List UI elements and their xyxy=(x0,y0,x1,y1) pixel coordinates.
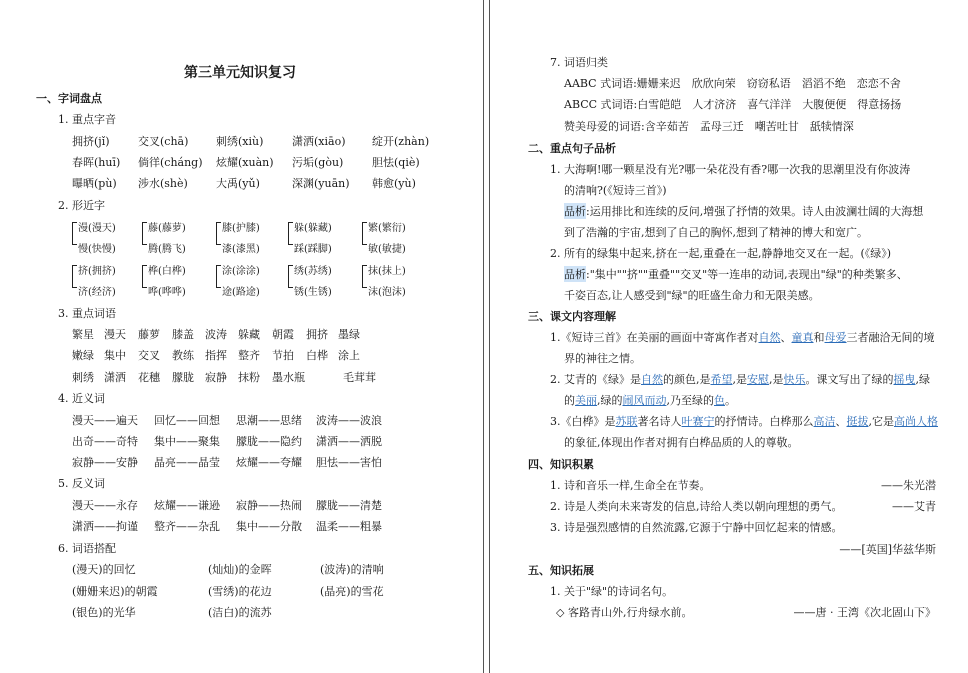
bracket-mark xyxy=(362,265,367,288)
guilei-line-2: ABCC 式词语:白雪皑皑 人才济济 喜气洋洋 大腹便便 得意扬扬 xyxy=(564,98,902,111)
understand-1-line-1 xyxy=(550,329,935,345)
subheading-xingjin: 2. 形近字 xyxy=(58,199,105,212)
pinyin-word: 绽开(zhàn) xyxy=(372,135,430,148)
subheading-fanyi: 5. 反义词 xyxy=(58,477,105,490)
section-heading-4: 四、知识积累 xyxy=(528,458,594,471)
collocation: (洁白)的流苏 xyxy=(208,606,272,619)
section-heading-2: 二、重点句子品析 xyxy=(528,142,616,155)
bracket-mark xyxy=(288,265,293,288)
ciyu-word: 藤萝 xyxy=(138,328,160,341)
synonym-pair: 晶亮——晶莹 xyxy=(154,456,220,469)
xingjin-word: 抹(抹上) xyxy=(368,266,406,277)
guilei-line-1: AABC 式词语:姗姗来迟 欣欣向荣 窃窃私语 滔滔不绝 恋恋不舍 xyxy=(564,77,901,90)
fill-blank: 摇曳 xyxy=(893,373,916,386)
extend-poem: ◇ 客路青山外,行舟绿水前。 xyxy=(556,606,693,619)
collocation: (晶亮)的雪花 xyxy=(320,585,384,598)
fill-blank: 挺拔 xyxy=(846,415,869,428)
subheading-guilei: 7. 词语归类 xyxy=(550,56,608,69)
bracket-mark xyxy=(216,265,221,288)
bracket-mark xyxy=(142,222,147,245)
analysis-label: 品析 xyxy=(564,205,586,218)
text: ,绿 xyxy=(915,373,930,386)
ciyu-word: 墨水瓶 xyxy=(272,371,305,384)
pinyin-word: 倘徉(cháng) xyxy=(138,156,203,169)
ciyu-word: 白桦 xyxy=(306,349,328,362)
section-heading-1: 一、字词盘点 xyxy=(36,92,102,105)
ciyu-word: 繁星 xyxy=(72,328,94,341)
fill-blank: 安慰 xyxy=(747,373,769,386)
text: 。 xyxy=(725,394,736,407)
synonym-pair: 炫耀——夸耀 xyxy=(236,456,302,469)
fill-blank: 闹风而动 xyxy=(622,394,667,407)
extend-poem-author: ——唐 · 王湾《次北固山下》 xyxy=(793,606,936,619)
xingjin-word: 绣(苏绣) xyxy=(294,266,332,277)
synonym-pair: 波涛——波浪 xyxy=(316,414,382,427)
analysis-label: 品析 xyxy=(564,268,586,281)
fill-blank: 高洁 xyxy=(813,415,836,428)
knowledge-1: 1. 诗和音乐一样,生命全在节奏。 xyxy=(550,479,711,492)
extend-1: 1. 关于"绿"的诗词名句。 xyxy=(550,585,674,598)
bracket-mark xyxy=(72,222,77,245)
collocation: (姗姗来迟)的朝霞 xyxy=(72,585,158,598)
bracket-mark xyxy=(362,222,367,245)
fill-blank: 苏联 xyxy=(615,415,638,428)
collocation: (银色)的光华 xyxy=(72,606,136,619)
synonym-pair: 寂静——安静 xyxy=(72,456,138,469)
ciyu-word: 毛茸茸 xyxy=(343,371,376,384)
xingjin-word: 沫(泡沫) xyxy=(368,287,406,298)
collocation: (雪绣)的花边 xyxy=(208,585,272,598)
text: 的 xyxy=(564,394,575,407)
synonym-pair: 思潮——思绪 xyxy=(236,414,302,427)
xingjin-word: 腾(腾飞) xyxy=(148,244,186,255)
section-heading-3: 三、课文内容理解 xyxy=(528,310,616,323)
pinyin-word: 春晖(huī) xyxy=(72,156,121,169)
collocation: (漫天)的回忆 xyxy=(72,563,136,576)
section-heading-5: 五、知识拓展 xyxy=(528,564,594,577)
text: 3.《白桦》是 xyxy=(550,415,616,428)
bracket-mark xyxy=(288,222,293,245)
xingjin-word: 挤(拥挤) xyxy=(78,266,116,277)
understand-2-line-2 xyxy=(564,392,736,408)
sentence-2-analysis-2: 千姿百态,让人感受到"绿"的旺盛生命力和无限美感。 xyxy=(564,289,820,302)
ciyu-word: 寂静 xyxy=(205,371,227,384)
xingjin-word: 藤(藤萝) xyxy=(148,223,186,234)
ciyu-word: 膝盖 xyxy=(172,328,194,341)
pinyin-word: 刺绣(xiù) xyxy=(216,135,264,148)
ciyu-word: 朝霞 xyxy=(272,328,294,341)
knowledge-3: 3. 诗是强烈感情的自然流露,它源于宁静中回忆起来的情感。 xyxy=(550,521,843,534)
text: 1.《短诗三首》在美丽的画面中寄寓作者对 xyxy=(550,331,759,344)
text: 、 xyxy=(835,415,847,428)
pinyin-word: 潇洒(xiāo) xyxy=(292,135,346,148)
understand-2-line-1 xyxy=(550,371,930,387)
text: 、 xyxy=(780,331,792,344)
pinyin-word: 涉水(shè) xyxy=(138,177,188,190)
ciyu-word: 节拍 xyxy=(272,349,294,362)
understand-3-line-1 xyxy=(550,413,938,429)
sentence-2-line-1: 2. 所有的绿集中起来,挤在一起,重叠在一起,静静地交叉在一起。(《绿》) xyxy=(550,247,892,260)
ciyu-word: 交叉 xyxy=(138,349,160,362)
xingjin-word: 途(路途) xyxy=(222,287,260,298)
fill-blank: 高尚人格 xyxy=(894,415,938,428)
ciyu-word: 波涛 xyxy=(205,328,227,341)
sentence-1-line-1: 1. 大海啊!哪一颗星没有光?哪一朵花没有香?哪一次我的思潮里没有你波涛 xyxy=(550,163,911,176)
xingjin-word: 踩(踩脚) xyxy=(294,244,332,255)
fill-blank: 快乐 xyxy=(783,373,806,386)
pinyin-word: 曝晒(pù) xyxy=(72,177,117,190)
page-divider-right xyxy=(489,0,490,673)
ciyu-word: 指挥 xyxy=(205,349,227,362)
knowledge-1-author: ——朱光潜 xyxy=(881,479,936,492)
synonym-pair: 朦胧——隐约 xyxy=(236,435,302,448)
antonym-pair: 漫天——永存 xyxy=(72,499,138,512)
pinyin-word: 交叉(chā) xyxy=(138,135,189,148)
subheading-ciyu: 3. 重点词语 xyxy=(58,307,116,320)
xingjin-word: 漫(漫天) xyxy=(78,223,116,234)
antonym-pair: 炫耀——谦逊 xyxy=(154,499,220,512)
text: 的颜色,是 xyxy=(663,373,711,386)
fill-blank: 童真 xyxy=(791,331,814,344)
synonym-pair: 潇洒——洒脱 xyxy=(316,435,382,448)
antonym-pair: 整齐——杂乱 xyxy=(154,520,220,533)
antonym-pair: 集中——分散 xyxy=(236,520,302,533)
text: ,乃至绿的 xyxy=(666,394,714,407)
fill-blank: 色 xyxy=(714,394,725,407)
ciyu-word: 花穗 xyxy=(138,371,160,384)
knowledge-2-author: ——艾青 xyxy=(892,500,936,513)
page-title: 第三单元知识复习 xyxy=(184,65,296,81)
pinyin-word: 深渊(yuān) xyxy=(292,177,350,190)
bracket-mark xyxy=(72,265,77,288)
text: 的抒情诗。白桦那么 xyxy=(714,415,814,428)
antonym-pair: 潇洒——拘谨 xyxy=(72,520,138,533)
xingjin-word: 慢(快慢) xyxy=(78,244,116,255)
fill-blank: 美丽 xyxy=(575,394,597,407)
fill-blank: 母爱 xyxy=(824,331,847,344)
subheading-pinyin: 1. 重点字音 xyxy=(58,113,116,126)
ciyu-word: 朦胧 xyxy=(172,371,194,384)
xingjin-word: 躲(躲藏) xyxy=(294,223,332,234)
ciyu-word: 嫩绿 xyxy=(72,349,94,362)
collocation: (灿灿)的金晖 xyxy=(208,563,272,576)
sentence-2-analysis-1 xyxy=(564,266,908,282)
sentence-1-line-2: 的清响?(《短诗三首》) xyxy=(564,184,667,197)
synonym-pair: 集中——聚集 xyxy=(154,435,220,448)
antonym-pair: 朦胧——清楚 xyxy=(316,499,382,512)
ciyu-word: 集中 xyxy=(104,349,126,362)
antonym-pair: 寂静——热闹 xyxy=(236,499,302,512)
page-divider-left xyxy=(483,0,484,673)
pinyin-word: 胆怯(qiè) xyxy=(372,156,420,169)
fill-blank: 自然 xyxy=(641,373,663,386)
synonym-pair: 胆怯——害怕 xyxy=(316,456,382,469)
fill-blank: 希望 xyxy=(710,373,733,386)
knowledge-2: 2. 诗是人类向未来寄发的信息,诗给人类以朝向理想的勇气。 xyxy=(550,500,843,513)
xingjin-word: 桦(白桦) xyxy=(148,266,186,277)
synonym-pair: 回忆——回想 xyxy=(154,414,220,427)
ciyu-word: 漫天 xyxy=(104,328,126,341)
bracket-mark xyxy=(216,222,221,245)
xingjin-word: 哗(哗哗) xyxy=(148,287,186,298)
bracket-mark xyxy=(142,265,147,288)
pinyin-word: 韩愈(yù) xyxy=(372,177,416,190)
analysis-text: :"集中""挤""重叠""交叉"等一连串的动词,表现出"绿"的种类繁多、 xyxy=(586,268,908,281)
fill-blank: 自然 xyxy=(758,331,781,344)
text: ,绿的 xyxy=(597,394,623,407)
knowledge-3-author: ——[英国]华兹华斯 xyxy=(839,543,936,556)
synonym-pair: 出奇——奇特 xyxy=(72,435,138,448)
text: 。课文写出了绿的 xyxy=(805,373,894,386)
text: 著名诗人 xyxy=(637,415,682,428)
text: ,是 xyxy=(732,373,747,386)
ciyu-word: 潇洒 xyxy=(104,371,126,384)
guilei-line-3: 赞美母爱的词语:含辛茹苦 孟母三迁 嘲苦吐甘 舐犊情深 xyxy=(564,120,854,133)
right-page xyxy=(492,0,968,673)
ciyu-word: 教练 xyxy=(172,349,194,362)
antonym-pair: 温柔——粗暴 xyxy=(316,520,382,533)
xingjin-word: 繁(繁衍) xyxy=(368,223,406,234)
understand-1-line-2: 界的神往之情。 xyxy=(564,352,641,365)
xingjin-word: 敏(敏捷) xyxy=(368,244,406,255)
ciyu-word: 刺绣 xyxy=(72,371,94,384)
collocation: (波涛)的清响 xyxy=(320,563,384,576)
text: ,它是 xyxy=(868,415,894,428)
ciyu-word: 躲藏 xyxy=(238,328,260,341)
analysis-text: :运用排比和连续的反问,增强了抒情的效果。诗人由波澜壮阔的大海想 xyxy=(586,205,924,218)
ciyu-word: 涂上 xyxy=(338,349,360,362)
pinyin-word: 污垢(gòu) xyxy=(292,156,344,169)
text: 三者融洽无间的境 xyxy=(846,331,935,344)
xingjin-word: 漆(漆黑) xyxy=(222,244,260,255)
xingjin-word: 膝(护膝) xyxy=(222,223,260,234)
ciyu-word: 墨绿 xyxy=(338,328,360,341)
xingjin-word: 锈(生锈) xyxy=(294,287,332,298)
understand-3-line-2: 的象征,体现出作者对拥有白桦品质的人的尊敬。 xyxy=(564,436,799,449)
synonym-pair: 漫天——遍天 xyxy=(72,414,138,427)
sentence-1-analysis-2: 到了浩瀚的宇宙,想到了自己的胸怀,想到了精神的博大和宽广。 xyxy=(564,226,868,239)
ciyu-word: 整齐 xyxy=(238,349,260,362)
text: 和 xyxy=(813,331,825,344)
ciyu-word: 抹粉 xyxy=(238,371,260,384)
pinyin-word: 炫耀(xuàn) xyxy=(216,156,274,169)
fill-blank: 叶赛宁 xyxy=(681,415,715,428)
text: ,是 xyxy=(769,373,784,386)
subheading-jinyi: 4. 近义词 xyxy=(58,392,105,405)
xingjin-word: 济(经济) xyxy=(78,287,116,298)
text: 2. 艾青的《绿》是 xyxy=(550,373,641,386)
pinyin-word: 大禹(yǔ) xyxy=(216,177,260,190)
left-page xyxy=(0,0,480,673)
subheading-dapei: 6. 词语搭配 xyxy=(58,542,116,555)
sentence-1-analysis-1 xyxy=(564,203,923,219)
pinyin-word: 拥挤(jǐ) xyxy=(72,135,110,148)
ciyu-word: 拥挤 xyxy=(306,328,328,341)
xingjin-word: 涂(涂涂) xyxy=(222,266,260,277)
